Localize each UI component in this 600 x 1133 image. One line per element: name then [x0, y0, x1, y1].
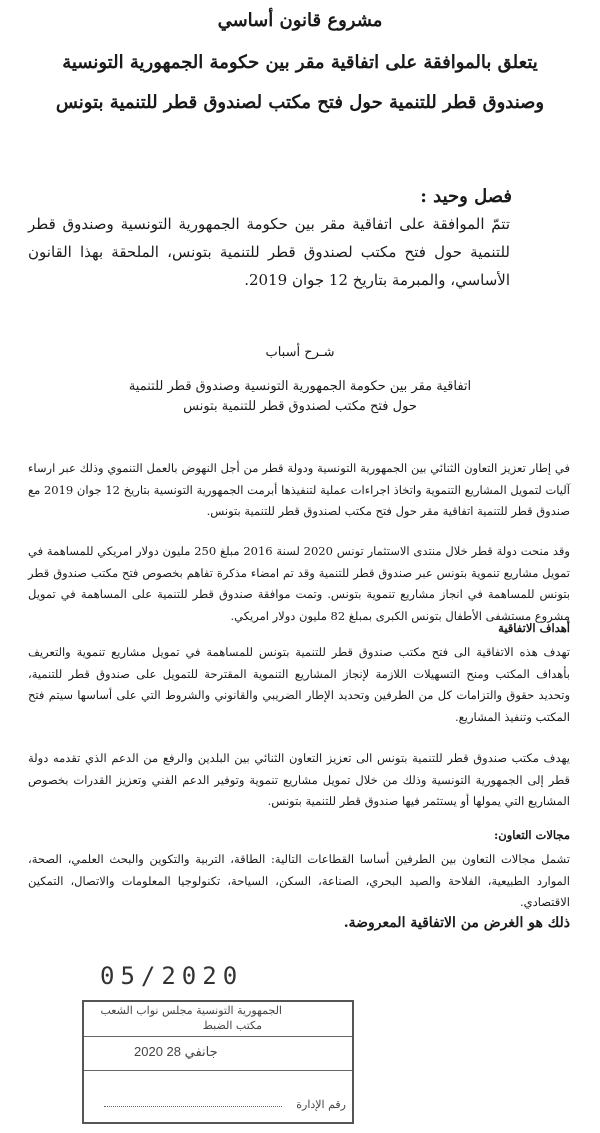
fields-heading: مجالات التعاون: [494, 828, 570, 842]
paragraph-context: في إطار تعزيز التعاون الثنائي بين الجمهورية التونسية ودولة قطر من أجل النهوض بالعمل التنموي وذلك عبر ارساء آليات لتمويل المشاريع التنموية واتخاذ اجراءات عملية لتنفيذها أبرمت الجمهورية التونسية بتاريخ 12 جوان 2019 مع صندوق قطر للتنمية اتفاقية مقر حول فتح مكتب لصندوق قطر للتنمية بتونس. [28, 461, 570, 518]
stamp-office: مكتب الضبط [202, 1019, 262, 1032]
stamp-institution: الجمهورية التونسية مجلس نواب الشعب [100, 1004, 282, 1017]
agreement-title-line1: اتفاقية مقر بين حكومة الجمهورية التونسية وصندوق قطر للتنمية [128, 379, 472, 394]
chapter-body: تتمّ الموافقة على اتفاقية مقر بين حكومة الجمهورية التونسية وصندوق قطر للتنمية حول فتح مكتب لصندوق قطر للتنمية بتونس، الملحقة بهذا القانون الأساسي، والمبرمة بتاريخ 12 جوان 2019. [28, 215, 510, 289]
registration-number: 05/2020 [100, 962, 244, 990]
stamp-date-row [84, 1036, 352, 1071]
stamp-registry-label: رقم الإدارة [296, 1098, 346, 1111]
stamp-header-row [84, 1002, 352, 1037]
goals-heading: أهداف الاتفاقية [498, 621, 570, 635]
registry-stamp [82, 1000, 354, 1124]
paragraph-fields: تشمل مجالات التعاون بين الطرفين أساسا القطاعات التالية: الطاقة، التربية والتكوين والبحث العلمي، الصحة، الموارد الطبيعية، الفلاحة والصيد البحري، الصناعة، السكن، السياحة، تكنولوجيا المعلومات والاتصال، التمكين الاقتصادي. [28, 852, 570, 909]
stamp-signature-line [104, 1106, 282, 1107]
paragraph-goals: تهدف هذه الاتفاقية الى فتح مكتب صندوق قطر للتنمية بتونس للمساهمة في تمويل مشاريع تنموية والتعريف بأهداف المكتب ومنح التسهيلات اللازمة لإنجاز المشاريع التنموية المقترحة للتمويل على صندوق قطر للتنمية، وتحديد حقوق والتزامات كل من الطرفين وتحديد الإطار الضريبي والقانوني والشروط التي على أساسها سيتم فتح المكتب وتنفيذ المشاريع. [28, 645, 570, 724]
explanation-title: شـرح أسباب [265, 345, 335, 360]
conclusion-line: ذلك هو الغرض من الاتفاقية المعروضة. [343, 915, 570, 931]
stamp-registry-row [84, 1070, 352, 1120]
agreement-title-line2: حول فتح مكتب لصندوق قطر للتنمية بتونس [183, 399, 417, 414]
paragraph-office-purpose: يهدف مكتب صندوق قطر للتنمية بتونس الى تعزيز التعاون الثنائي بين البلدين والرفع من الدعم الذي تقدمه دولة قطر إلى الجمهورية التونسية وذلك من خلال تمويل مشاريع تنموية وتوفير الدعم الفني وتعزيز القدرات بخصوص المشاريع التي يمولها أو يستثمر فيها صندوق قطر للتنمية بتونس. [28, 751, 570, 808]
chapter-heading: فصل وحيد : [420, 186, 512, 207]
bill-subtitle-line2: وصندوق قطر للتنمية حول فتح مكتب لصندوق قطر للتنمية بتونس [55, 92, 545, 113]
bill-subtitle-line1: يتعلق بالموافقة على اتفاقية مقر بين حكومة الجمهورية التونسية [62, 52, 538, 73]
stamp-date: 2020 جانفي 28 [134, 1044, 218, 1059]
bill-title: مشروع قانون أساسي [217, 10, 383, 31]
paragraph-funding: وقد منحت دولة قطر خلال منتدى الاستثمار تونس 2020 لسنة 2016 مبلغ 250 مليون دولار امريكي للمساهمة في تمويل مشاريع تنموية بتونس عبر صندوق قطر للتنمية وقد تم امضاء مذكرة تفاهم بخصوص فتح مكتب صندوق قطر بتونس للمساهمة في انجاز مشاريع تنموية بتونس. وتمت موافقة صندوق قطر للتنمية على المساهمة في تمويل مشروع مستشفى الأطفال بتونس الكبرى بمبلغ 82 مليون دولار امريكي. [28, 544, 570, 623]
